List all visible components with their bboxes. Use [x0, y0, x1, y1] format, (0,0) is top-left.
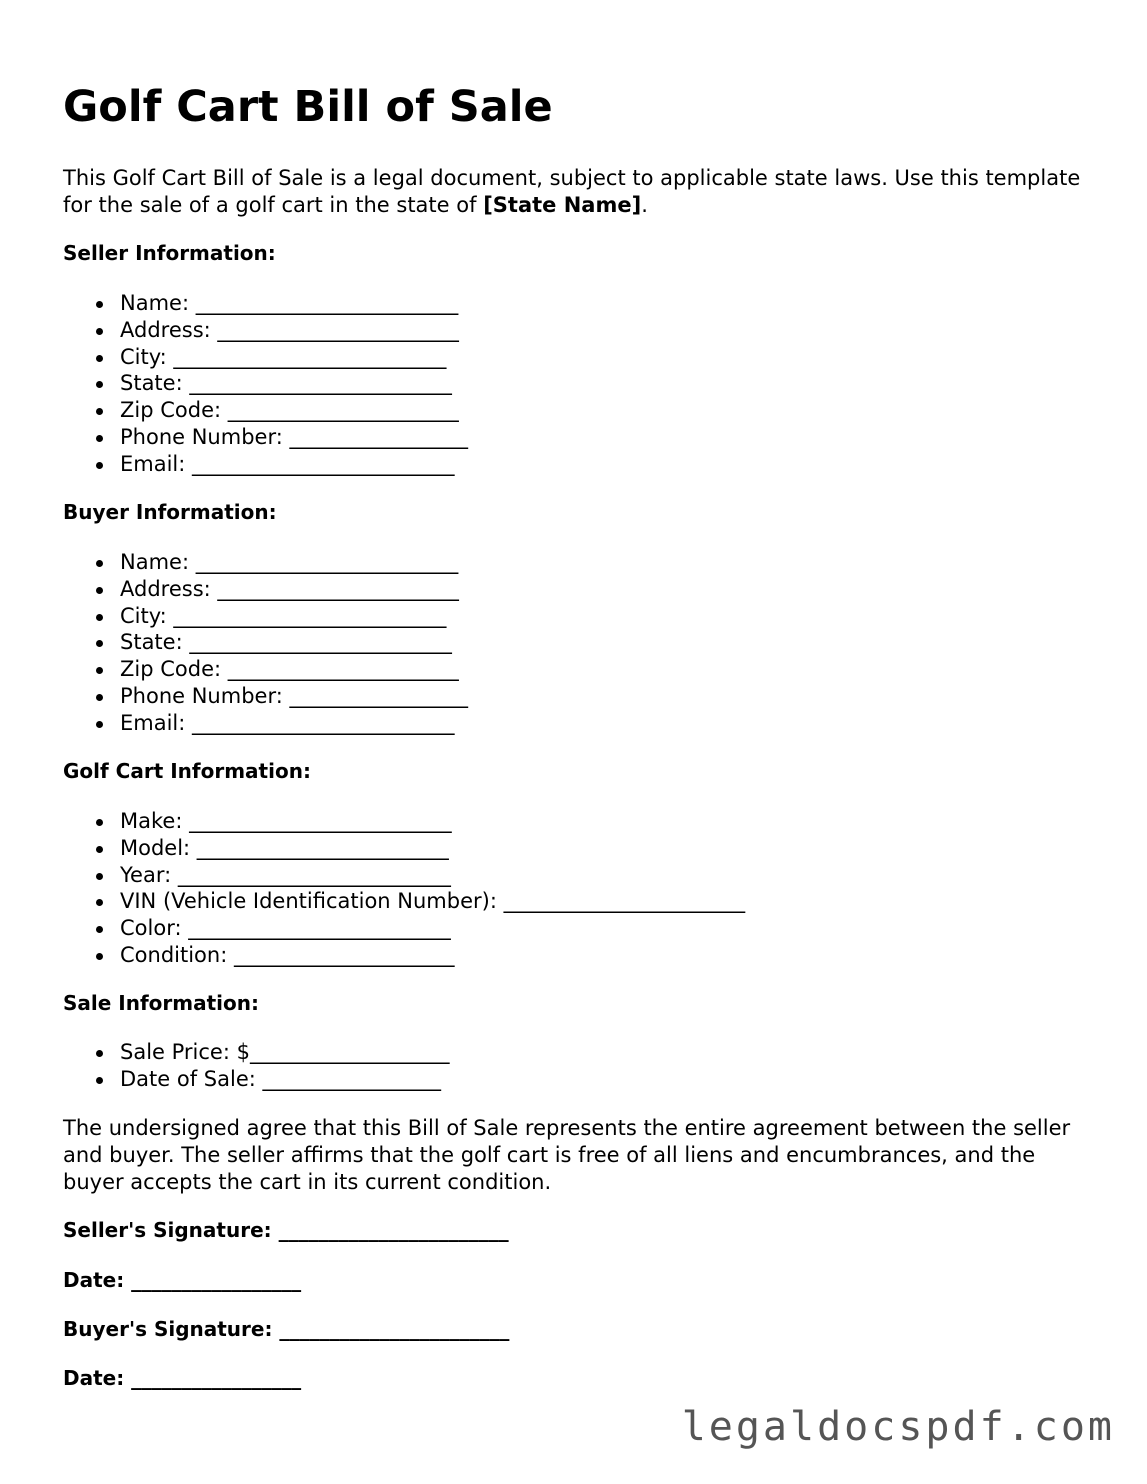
cart-color-field: Color: _________________________: [120, 915, 745, 942]
watermark-logo: legaldocspdf.com: [681, 1404, 1115, 1450]
seller-name-field: Name: _________________________: [120, 290, 468, 317]
buyer-date-line: Date: _________________: [63, 1366, 302, 1390]
seller-phone-field: Phone Number: _________________: [120, 424, 468, 449]
buyer-city-field: City: __________________________: [120, 603, 468, 630]
buyer-zip-field: Zip Code: ______________________: [120, 656, 468, 683]
cart-vin-field: VIN (Vehicle Identification Number): _______________________: [120, 889, 746, 914]
state-name-placeholder: [State Name]: [483, 193, 642, 217]
seller-zip-field: Zip Code: ______________________: [120, 397, 468, 424]
intro-end: .: [641, 193, 648, 217]
closing-paragraph: The undersigned agree that this Bill of Sale represents the entire agreement between the seller and buyer. The seller affirms that the golf cart is free of all liens and encumbrances, and the buyer accepts the cart in its current condition.: [63, 1116, 1071, 1194]
sale-price-field: Sale Price: $___________________: [120, 1040, 450, 1064]
seller-heading: Seller Information:: [63, 241, 276, 265]
buyer-state-field: State: _________________________: [120, 629, 468, 656]
cart-make-field: Make: _________________________: [120, 808, 745, 835]
buyer-name-field: Name: _________________________: [120, 549, 468, 576]
sale-date-field: Date of Sale: _________________: [120, 1066, 449, 1093]
seller-state-field: State: _________________________: [120, 370, 468, 397]
seller-signature-line: Seller's Signature: _______________________: [63, 1218, 509, 1242]
buyer-email-field: Email: _________________________: [120, 710, 468, 737]
cart-model-field: Model: ________________________: [120, 835, 745, 862]
seller-fields: [63, 290, 468, 478]
seller-address-field: Address: _______________________: [120, 317, 468, 344]
buyer-phone-field: Phone Number: _________________: [120, 683, 468, 708]
intro-paragraph: [63, 165, 1083, 219]
seller-date-line: Date: _________________: [63, 1268, 302, 1292]
sale-fields: [63, 1039, 449, 1093]
buyer-heading: Buyer Information:: [63, 500, 277, 524]
seller-email-field: Email: _________________________: [120, 451, 468, 478]
sale-heading: Sale Information:: [63, 991, 259, 1015]
cart-condition-field: Condition: _____________________: [120, 942, 745, 969]
cart-heading: Golf Cart Information:: [63, 759, 311, 783]
cart-year-field: Year: __________________________: [120, 862, 745, 889]
document-title: Golf Cart Bill of Sale: [63, 82, 553, 132]
intro-text: This Golf Cart Bill of Sale is a legal document, subject to applicable state laws. Use this template for the sale of a golf cart in the state of: [63, 166, 1081, 217]
seller-city-field: City: __________________________: [120, 344, 468, 371]
cart-fields: [63, 808, 745, 969]
buyer-address-field: Address: _______________________: [120, 576, 468, 603]
buyer-signature-line: Buyer's Signature: _______________________: [63, 1317, 510, 1341]
buyer-fields: [63, 549, 468, 737]
